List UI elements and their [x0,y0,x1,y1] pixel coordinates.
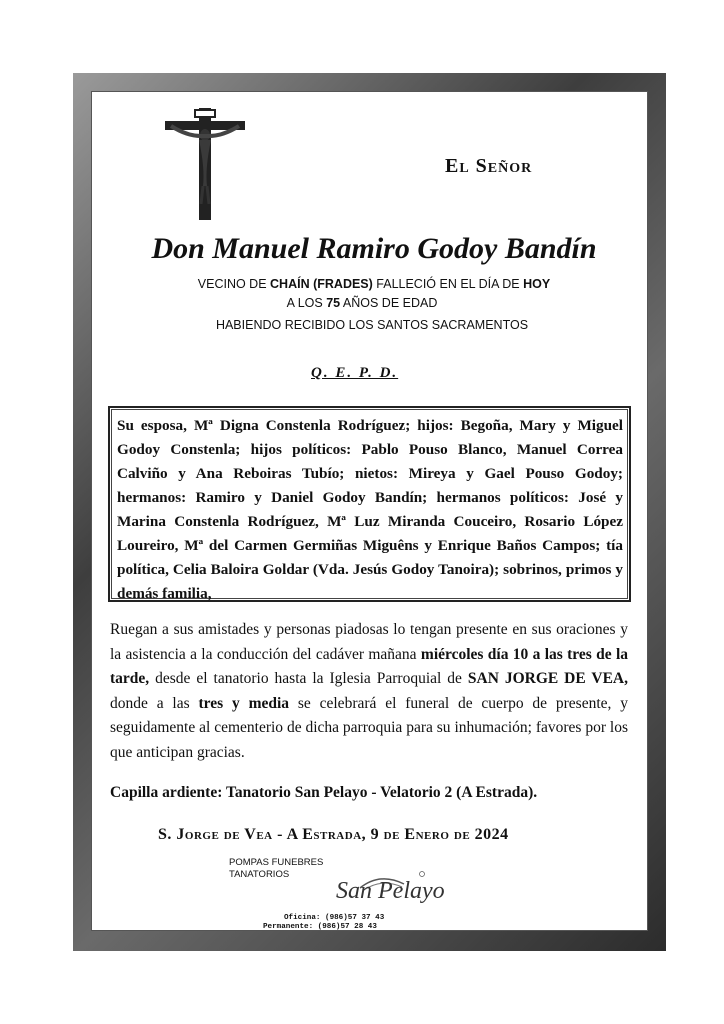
capilla-ardiente: Capilla ardiente: Tanatorio San Pelayo - Velatorio 2 (A Estrada). [110,784,538,801]
qepd-label: Q. E. P. D. [311,365,399,381]
family-box [108,406,631,602]
info-line-3: HABIENDO RECIBIDO LOS SANTOS SACRAMENTOS [215,318,529,332]
family-text: Su esposa, Mª Digna Constenla Rodríguez; hijos: Begoña, Mary y Miguel Godoy Constenla; hijos políticos: Pablo Pouso Blanco, Manuel Correa Calviño y Ana Reboiras Tubío; nietos: Mireya y Gael Pouso Godoy; hermanos: Ramiro y Daniel Godoy Bandín; hermanos políticos: José y Marina Constenla Rodríguez, Mª Luz Miranda Couceiro, Rosario López Loureiro, Mª del Carmen Germiñas Miguêns y Enrique Baños Campos; tía política, Celia Baloira Goldar (Vda. Jesús Godoy Tanoira); sobrinos, primos y demás familia, [117,417,623,602]
phone-numbers: Oficina: (986)57 37 43 Permanente: (986)57 28 43 [263,914,385,931]
date-line: S. Jorge de Vea - A Estrada, 9 de Enero de 2024 [158,826,509,843]
info-line-1: VECINO DE CHAÍN (FRADES) FALLECIÓ EN EL DÍA DE HOY [197,277,551,291]
deceased-name: Don Manuel Ramiro Godoy Bandín [151,232,597,265]
header-title: El Señor [445,155,533,177]
ruegan-paragraph: Ruegan a sus amistades y personas piadosas lo tengan presente en sus oraciones y la asistencia a la conducción del cadáver mañana miércoles día 10 a las tres de la tarde, desde el tanatorio hasta la Iglesia Parroquial de SAN JORGE DE VEA, donde a las tres y media se celebrará el funeral de cuerpo de presente, y seguidamente al cementerio de dicha parroquia para su inhumación; favores por los que anticipan gracias. [110,621,628,761]
funeral-home-name: POMPAS FUNEBRES TANATORIOS [229,857,324,880]
logo-text: San Pelayo [336,878,445,904]
crucifix-icon [165,108,245,220]
info-line-2: A LOS 75 AÑOS DE EDAD [286,296,438,310]
